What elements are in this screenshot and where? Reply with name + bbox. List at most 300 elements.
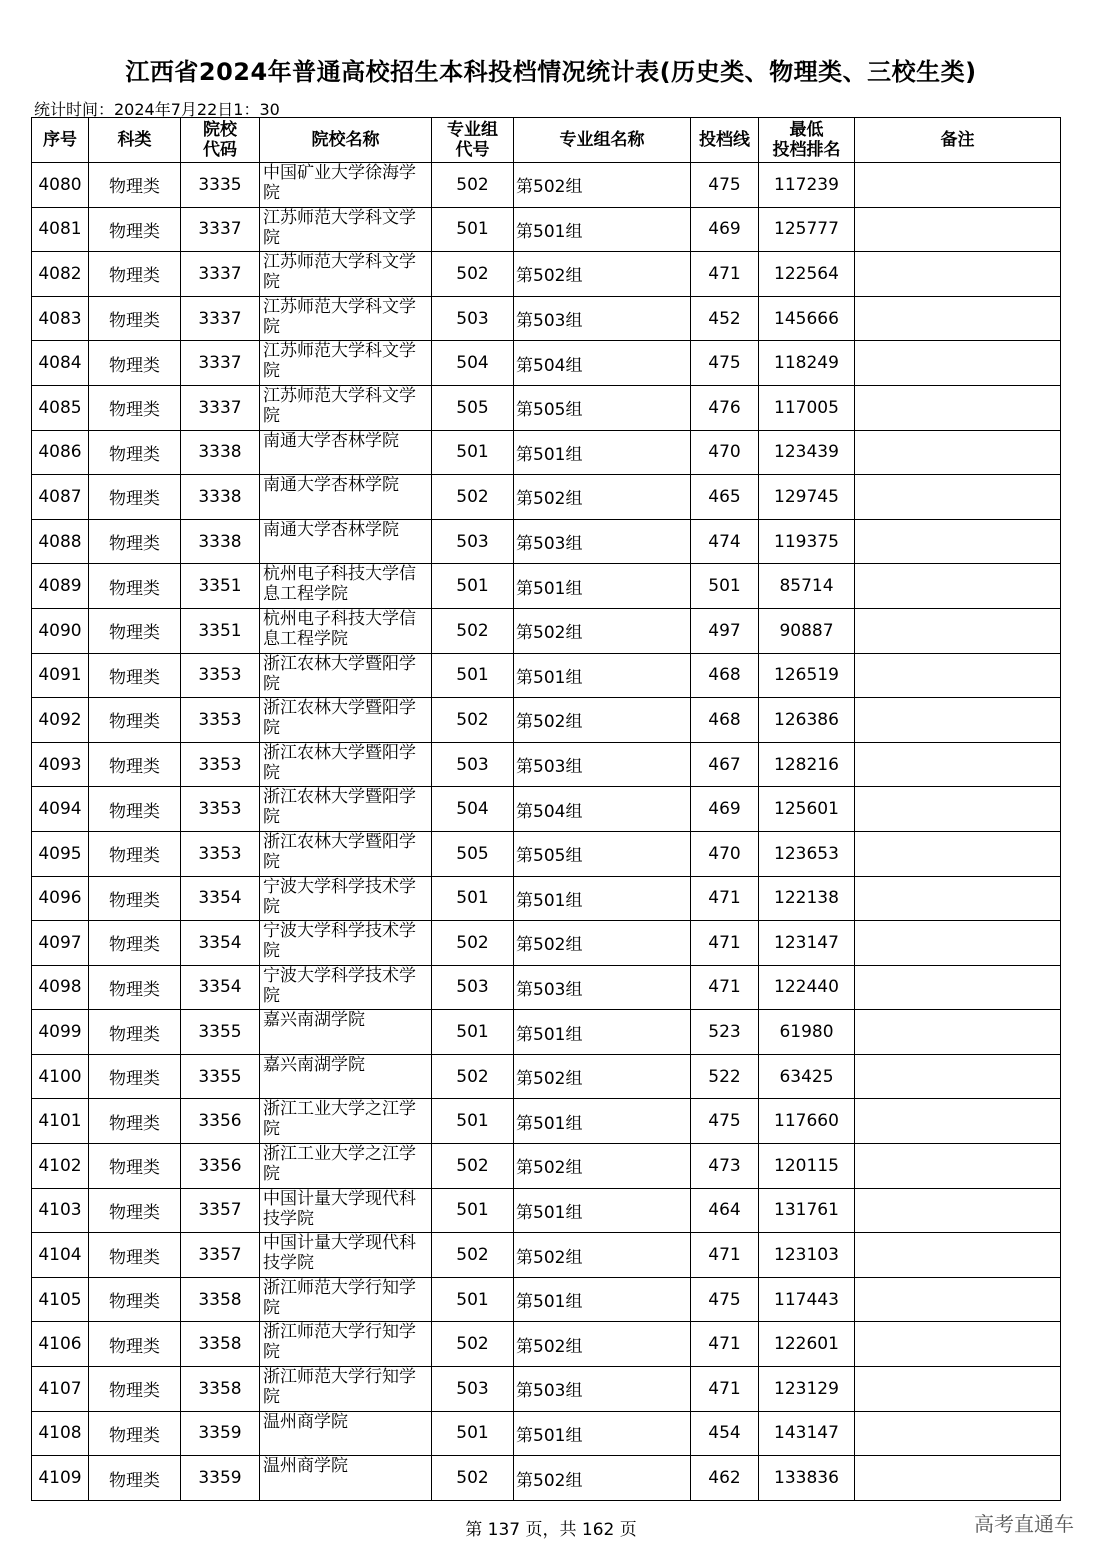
cell-note <box>855 564 1061 609</box>
cell-score: 470 <box>691 831 759 876</box>
brand-watermark: 高考直通车 <box>974 1512 1074 1536</box>
cell-seq: 4105 <box>32 1277 89 1322</box>
cell-seq: 4097 <box>32 921 89 966</box>
cell-school-code: 3354 <box>181 921 260 966</box>
cell-rank: 128216 <box>759 742 855 787</box>
cell-school-name <box>260 742 432 787</box>
cell-group-name: 第501组 <box>514 876 691 921</box>
cell-score: 471 <box>691 252 759 297</box>
table-row <box>32 1367 1061 1412</box>
cell-note <box>855 519 1061 564</box>
cell-note <box>855 742 1061 787</box>
cell-rank: 122440 <box>759 965 855 1010</box>
cell-school-name <box>260 1322 432 1367</box>
cell-school-code: 3353 <box>181 653 260 698</box>
cell-school-code: 3337 <box>181 341 260 386</box>
cell-seq: 4084 <box>32 341 89 386</box>
cell-group-code: 501 <box>432 653 514 698</box>
header-category: 科类 <box>89 118 181 163</box>
school-name-text: 浙江农林大学暨阳学院 <box>263 742 416 783</box>
cell-group-name: 第502组 <box>514 921 691 966</box>
cell-group-code: 502 <box>432 921 514 966</box>
cell-category: 物理类 <box>89 608 181 653</box>
cell-school-name <box>260 564 432 609</box>
cell-rank: 120115 <box>759 1144 855 1189</box>
table-row <box>32 1054 1061 1099</box>
cell-school-code: 3338 <box>181 519 260 564</box>
cell-school-name <box>260 1367 432 1412</box>
cell-school-name <box>260 787 432 832</box>
school-name-text: 中国计量大学现代科技学院 <box>263 1188 416 1229</box>
cell-school-code: 3359 <box>181 1411 260 1456</box>
table-row <box>32 163 1061 208</box>
cell-group-code: 502 <box>432 1054 514 1099</box>
cell-school-name <box>260 1456 432 1501</box>
cell-group-name: 第502组 <box>514 252 691 297</box>
cell-rank: 126519 <box>759 653 855 698</box>
table-row <box>32 831 1061 876</box>
cell-note <box>855 831 1061 876</box>
cell-group-name: 第502组 <box>514 698 691 743</box>
cell-group-name: 第501组 <box>514 1277 691 1322</box>
table-row <box>32 1322 1061 1367</box>
cell-group-code: 501 <box>432 564 514 609</box>
cell-group-code: 501 <box>432 1277 514 1322</box>
cell-category: 物理类 <box>89 207 181 252</box>
cell-note <box>855 1456 1061 1501</box>
cell-school-name <box>260 1233 432 1278</box>
cell-rank: 119375 <box>759 519 855 564</box>
cell-category: 物理类 <box>89 1144 181 1189</box>
cell-school-code: 3353 <box>181 787 260 832</box>
cell-category: 物理类 <box>89 341 181 386</box>
cell-group-name: 第501组 <box>514 207 691 252</box>
table-row <box>32 1233 1061 1278</box>
cell-school-code: 3337 <box>181 252 260 297</box>
cell-school-name <box>260 1277 432 1322</box>
cell-group-name: 第501组 <box>514 1099 691 1144</box>
header-group-code-line1: 专业组 <box>447 120 498 140</box>
cell-group-name: 第503组 <box>514 965 691 1010</box>
cell-group-code: 503 <box>432 965 514 1010</box>
school-name-text: 浙江农林大学暨阳学院 <box>263 653 416 694</box>
cell-seq: 4091 <box>32 653 89 698</box>
cell-category: 物理类 <box>89 564 181 609</box>
cell-school-name <box>260 831 432 876</box>
cell-category: 物理类 <box>89 1277 181 1322</box>
cell-rank: 117443 <box>759 1277 855 1322</box>
cell-category: 物理类 <box>89 831 181 876</box>
cell-note <box>855 653 1061 698</box>
cell-seq: 4103 <box>32 1188 89 1233</box>
cell-school-code: 3338 <box>181 430 260 475</box>
cell-group-code: 502 <box>432 475 514 520</box>
cell-rank: 129745 <box>759 475 855 520</box>
school-name-text: 浙江工业大学之江学院 <box>263 1099 416 1140</box>
school-name-text: 宁波大学科学技术学院 <box>263 876 416 917</box>
cell-category: 物理类 <box>89 1322 181 1367</box>
cell-score: 471 <box>691 965 759 1010</box>
cell-seq: 4094 <box>32 787 89 832</box>
cell-group-code: 503 <box>432 1367 514 1412</box>
cell-group-name: 第501组 <box>514 430 691 475</box>
cell-rank: 122138 <box>759 876 855 921</box>
cell-rank: 123129 <box>759 1367 855 1412</box>
school-name-text: 浙江工业大学之江学院 <box>263 1144 416 1185</box>
cell-category: 物理类 <box>89 385 181 430</box>
cell-category: 物理类 <box>89 1188 181 1233</box>
cell-group-code: 502 <box>432 1456 514 1501</box>
cell-school-code: 3337 <box>181 296 260 341</box>
cell-school-code: 3358 <box>181 1367 260 1412</box>
table-row <box>32 519 1061 564</box>
cell-score: 471 <box>691 1367 759 1412</box>
cell-rank: 118249 <box>759 341 855 386</box>
cell-seq: 4087 <box>32 475 89 520</box>
cell-rank: 123439 <box>759 430 855 475</box>
cell-school-name <box>260 1411 432 1456</box>
cell-rank: 85714 <box>759 564 855 609</box>
cell-rank: 123103 <box>759 1233 855 1278</box>
cell-seq: 4100 <box>32 1054 89 1099</box>
cell-category: 物理类 <box>89 653 181 698</box>
cell-score: 471 <box>691 921 759 966</box>
cell-group-code: 502 <box>432 698 514 743</box>
table-row <box>32 475 1061 520</box>
cell-seq: 4101 <box>32 1099 89 1144</box>
cell-category: 物理类 <box>89 698 181 743</box>
cell-group-code: 502 <box>432 1144 514 1189</box>
cell-score: 471 <box>691 1233 759 1278</box>
cell-rank: 125777 <box>759 207 855 252</box>
cell-score: 476 <box>691 385 759 430</box>
cell-rank: 63425 <box>759 1054 855 1099</box>
cell-group-name: 第501组 <box>514 1010 691 1055</box>
cell-group-name: 第503组 <box>514 742 691 787</box>
cell-group-name: 第501组 <box>514 1411 691 1456</box>
cell-school-name <box>260 1099 432 1144</box>
cell-group-code: 503 <box>432 296 514 341</box>
cell-group-code: 504 <box>432 341 514 386</box>
school-name-text: 浙江师范大学行知学院 <box>263 1277 416 1318</box>
cell-seq: 4090 <box>32 608 89 653</box>
cell-note <box>855 1099 1061 1144</box>
table-row <box>32 1411 1061 1456</box>
cell-seq: 4108 <box>32 1411 89 1456</box>
cell-seq: 4096 <box>32 876 89 921</box>
cell-rank: 123147 <box>759 921 855 966</box>
cell-school-name <box>260 430 432 475</box>
cell-group-code: 503 <box>432 742 514 787</box>
cell-category: 物理类 <box>89 519 181 564</box>
cell-school-code: 3353 <box>181 698 260 743</box>
school-name-text: 宁波大学科学技术学院 <box>263 965 416 1006</box>
cell-school-name <box>260 207 432 252</box>
cell-rank: 90887 <box>759 608 855 653</box>
cell-score: 465 <box>691 475 759 520</box>
table-row <box>32 965 1061 1010</box>
school-name-text: 温州商学院 <box>263 1411 348 1432</box>
cell-rank: 117660 <box>759 1099 855 1144</box>
school-name-text: 宁波大学科学技术学院 <box>263 921 416 962</box>
cell-rank: 117239 <box>759 163 855 208</box>
cell-note <box>855 921 1061 966</box>
cell-seq: 4085 <box>32 385 89 430</box>
cell-category: 物理类 <box>89 1054 181 1099</box>
cell-note <box>855 965 1061 1010</box>
cell-category: 物理类 <box>89 296 181 341</box>
cell-school-code: 3358 <box>181 1322 260 1367</box>
cell-group-code: 505 <box>432 385 514 430</box>
table-row <box>32 1099 1061 1144</box>
school-name-text: 浙江农林大学暨阳学院 <box>263 831 416 872</box>
cell-seq: 4107 <box>32 1367 89 1412</box>
cell-school-code: 3357 <box>181 1233 260 1278</box>
cell-score: 468 <box>691 653 759 698</box>
cell-score: 501 <box>691 564 759 609</box>
cell-school-name <box>260 653 432 698</box>
cell-score: 475 <box>691 163 759 208</box>
cell-group-code: 504 <box>432 787 514 832</box>
school-name-text: 浙江农林大学暨阳学院 <box>263 698 416 739</box>
cell-school-code: 3359 <box>181 1456 260 1501</box>
table-row <box>32 385 1061 430</box>
header-note: 备注 <box>855 118 1061 163</box>
admission-table <box>31 117 1061 1501</box>
cell-school-code: 3355 <box>181 1010 260 1055</box>
cell-school-code: 3335 <box>181 163 260 208</box>
cell-seq: 4104 <box>32 1233 89 1278</box>
header-rank-line1: 最低 <box>789 120 824 140</box>
cell-seq: 4093 <box>32 742 89 787</box>
table-row <box>32 1277 1061 1322</box>
page-number: 第 137 页，共 162 页 <box>465 1520 637 1540</box>
table-row <box>32 1188 1061 1233</box>
cell-note <box>855 1367 1061 1412</box>
cell-rank: 131761 <box>759 1188 855 1233</box>
header-group-name: 专业组名称 <box>514 118 691 163</box>
cell-group-name: 第503组 <box>514 1367 691 1412</box>
cell-rank: 143147 <box>759 1411 855 1456</box>
cell-group-code: 502 <box>432 1233 514 1278</box>
table-row <box>32 876 1061 921</box>
cell-school-name <box>260 252 432 297</box>
cell-school-name <box>260 698 432 743</box>
header-school-code-line2: 代码 <box>203 140 237 160</box>
cell-score: 497 <box>691 608 759 653</box>
cell-category: 物理类 <box>89 921 181 966</box>
cell-group-code: 501 <box>432 1010 514 1055</box>
cell-note <box>855 1277 1061 1322</box>
cell-note <box>855 475 1061 520</box>
cell-group-code: 501 <box>432 1099 514 1144</box>
cell-seq: 4109 <box>32 1456 89 1501</box>
header-seq: 序号 <box>32 118 89 163</box>
cell-note <box>855 876 1061 921</box>
cell-note <box>855 1010 1061 1055</box>
cell-school-code: 3354 <box>181 965 260 1010</box>
cell-rank: 133836 <box>759 1456 855 1501</box>
cell-school-name <box>260 876 432 921</box>
cell-seq: 4098 <box>32 965 89 1010</box>
table-row <box>32 430 1061 475</box>
cell-note <box>855 1322 1061 1367</box>
cell-rank: 61980 <box>759 1010 855 1055</box>
header-school-name: 院校名称 <box>260 118 432 163</box>
cell-group-code: 503 <box>432 519 514 564</box>
cell-school-code: 3356 <box>181 1144 260 1189</box>
table-row <box>32 564 1061 609</box>
school-name-text: 江苏师范大学科文学院 <box>263 252 416 293</box>
cell-school-code: 3354 <box>181 876 260 921</box>
cell-group-name: 第502组 <box>514 1233 691 1278</box>
cell-category: 物理类 <box>89 876 181 921</box>
cell-group-code: 501 <box>432 430 514 475</box>
cell-school-code: 3355 <box>181 1054 260 1099</box>
cell-group-name: 第505组 <box>514 385 691 430</box>
school-name-text: 南通大学杏林学院 <box>263 430 399 451</box>
school-name-text: 杭州电子科技大学信息工程学院 <box>263 564 416 605</box>
school-name-text: 江苏师范大学科文学院 <box>263 385 416 426</box>
cell-note <box>855 1144 1061 1189</box>
cell-score: 471 <box>691 876 759 921</box>
school-name-text: 南通大学杏林学院 <box>263 519 399 540</box>
cell-note <box>855 1054 1061 1099</box>
table-row <box>32 608 1061 653</box>
cell-school-code: 3338 <box>181 475 260 520</box>
cell-group-name: 第505组 <box>514 831 691 876</box>
cell-note <box>855 1233 1061 1278</box>
stat-time: 统计时间：2024年7月22日1：30 <box>34 100 280 119</box>
school-name-text: 浙江农林大学暨阳学院 <box>263 787 416 828</box>
school-name-text: 嘉兴南湖学院 <box>263 1010 365 1031</box>
cell-seq: 4083 <box>32 296 89 341</box>
cell-group-code: 502 <box>432 1322 514 1367</box>
cell-school-name <box>260 475 432 520</box>
cell-category: 物理类 <box>89 252 181 297</box>
cell-score: 522 <box>691 1054 759 1099</box>
cell-score: 464 <box>691 1188 759 1233</box>
cell-school-name <box>260 1188 432 1233</box>
cell-school-name <box>260 965 432 1010</box>
cell-group-code: 505 <box>432 831 514 876</box>
cell-score: 469 <box>691 787 759 832</box>
cell-group-code: 501 <box>432 876 514 921</box>
header-school-code <box>181 118 260 163</box>
cell-group-name: 第504组 <box>514 787 691 832</box>
cell-seq: 4106 <box>32 1322 89 1367</box>
cell-rank: 125601 <box>759 787 855 832</box>
cell-score: 462 <box>691 1456 759 1501</box>
cell-category: 物理类 <box>89 965 181 1010</box>
cell-rank: 145666 <box>759 296 855 341</box>
cell-group-code: 501 <box>432 1411 514 1456</box>
school-name-text: 浙江师范大学行知学院 <box>263 1367 416 1408</box>
cell-seq: 4086 <box>32 430 89 475</box>
cell-group-name: 第503组 <box>514 296 691 341</box>
cell-group-code: 501 <box>432 1188 514 1233</box>
cell-score: 468 <box>691 698 759 743</box>
cell-school-name <box>260 1144 432 1189</box>
cell-category: 物理类 <box>89 787 181 832</box>
table-body <box>32 163 1061 1501</box>
cell-school-name <box>260 341 432 386</box>
cell-seq: 4095 <box>32 831 89 876</box>
cell-note <box>855 385 1061 430</box>
cell-school-name <box>260 1010 432 1055</box>
cell-school-code: 3358 <box>181 1277 260 1322</box>
cell-school-code: 3337 <box>181 207 260 252</box>
cell-group-name: 第502组 <box>514 1456 691 1501</box>
cell-score: 454 <box>691 1411 759 1456</box>
header-school-code-line1: 院校 <box>203 120 237 140</box>
school-name-text: 浙江师范大学行知学院 <box>263 1322 416 1363</box>
cell-rank: 122564 <box>759 252 855 297</box>
school-name-text: 江苏师范大学科文学院 <box>263 296 416 337</box>
cell-category: 物理类 <box>89 163 181 208</box>
cell-score: 471 <box>691 1322 759 1367</box>
table-row <box>32 1144 1061 1189</box>
cell-seq: 4080 <box>32 163 89 208</box>
cell-group-name: 第502组 <box>514 608 691 653</box>
cell-school-code: 3351 <box>181 564 260 609</box>
cell-group-name: 第502组 <box>514 1322 691 1367</box>
cell-note <box>855 698 1061 743</box>
cell-seq: 4102 <box>32 1144 89 1189</box>
cell-school-code: 3357 <box>181 1188 260 1233</box>
header-rank-line2: 投档排名 <box>772 140 841 160</box>
cell-group-name: 第502组 <box>514 163 691 208</box>
cell-seq: 4089 <box>32 564 89 609</box>
header-group-code-line2: 代号 <box>455 140 490 160</box>
table-header-row <box>32 118 1061 163</box>
school-name-text: 中国矿业大学徐海学院 <box>263 163 416 203</box>
table-row <box>32 787 1061 832</box>
cell-score: 469 <box>691 207 759 252</box>
cell-score: 470 <box>691 430 759 475</box>
cell-seq: 4088 <box>32 519 89 564</box>
cell-rank: 122601 <box>759 1322 855 1367</box>
cell-school-code: 3353 <box>181 742 260 787</box>
cell-group-name: 第501组 <box>514 1188 691 1233</box>
table-row <box>32 296 1061 341</box>
cell-category: 物理类 <box>89 1456 181 1501</box>
cell-note <box>855 787 1061 832</box>
cell-rank: 123653 <box>759 831 855 876</box>
cell-school-name <box>260 163 432 208</box>
school-name-text: 南通大学杏林学院 <box>263 475 399 496</box>
table-row <box>32 698 1061 743</box>
cell-school-code: 3351 <box>181 608 260 653</box>
cell-score: 452 <box>691 296 759 341</box>
cell-note <box>855 608 1061 653</box>
header-rank <box>759 118 855 163</box>
cell-group-name: 第504组 <box>514 341 691 386</box>
cell-score: 475 <box>691 341 759 386</box>
table-row <box>32 1010 1061 1055</box>
school-name-text: 嘉兴南湖学院 <box>263 1054 365 1075</box>
cell-group-name: 第502组 <box>514 475 691 520</box>
cell-note <box>855 341 1061 386</box>
cell-group-code: 502 <box>432 252 514 297</box>
table-row <box>32 341 1061 386</box>
cell-group-name: 第503组 <box>514 519 691 564</box>
cell-school-name <box>260 385 432 430</box>
school-name-text: 杭州电子科技大学信息工程学院 <box>263 608 416 649</box>
table-row <box>32 252 1061 297</box>
cell-seq: 4092 <box>32 698 89 743</box>
cell-category: 物理类 <box>89 742 181 787</box>
